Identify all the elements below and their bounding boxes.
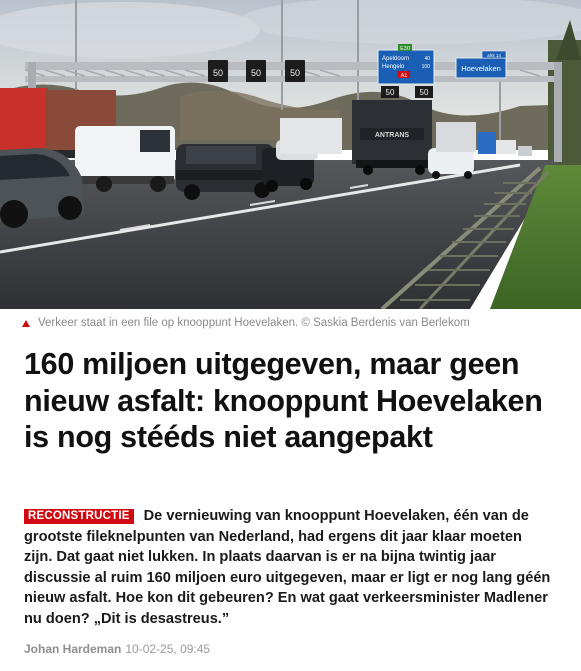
speed-sign-1: 50	[212, 68, 224, 78]
sign-distance-1: 40	[424, 56, 430, 62]
sign-destination-1: Apeldoorn	[382, 56, 410, 62]
sign-distance-2: 100	[421, 64, 430, 70]
byline	[24, 642, 210, 660]
article-intro	[24, 506, 554, 630]
caption-triangle-icon	[22, 320, 30, 327]
exit-badge: afrit 14	[487, 53, 501, 58]
speed-sign-5: 50	[419, 88, 429, 97]
speed-sign-4: 50	[385, 88, 395, 97]
speed-sign-2: 50	[250, 68, 262, 78]
speed-sign-3: 50	[289, 68, 301, 78]
truck-brand: ANTRANS	[374, 132, 410, 139]
hero-image[interactable]	[0, 0, 581, 309]
intro-text: De vernieuwing van knooppunt Hoevelaken, één van de grootste fileknelpunten van Nederland, had ergens dit jaar klaar moeten zijn. Dat gaat niet lukken. In plaats daarvan is er na bijna twintig jaar discussie al ruim 160 miljoen euro uitgegeven, maar er ligt er nog lang géén nieuw asfalt. Hoe kon dit gebeuren? En wat gaat verkeersminister Madlener nu doen? „Dit is desastreus.”	[24, 508, 551, 627]
caption-text: Verkeer staat in een file op knooppunt Hoevelaken. © Saskia Berdenis van Berlekom	[38, 317, 470, 329]
route-badge: E30	[400, 46, 410, 52]
publish-date: 10-02-25, 09:45	[125, 642, 211, 656]
road-number-badge: A1	[400, 73, 408, 79]
image-caption	[22, 314, 567, 332]
article-headline: 160 miljoen uitgegeven, maar geen nieuw asfalt: knooppunt Hoevelaken is nog stééds niet aangepakt	[24, 347, 543, 454]
sign-destination-2: Hengelo	[382, 64, 405, 70]
exit-sign-text: Hoevelaken	[461, 64, 501, 73]
author-name[interactable]: Johan Hardeman	[24, 642, 122, 656]
section-label[interactable]: RECONSTRUCTIE	[24, 509, 134, 524]
